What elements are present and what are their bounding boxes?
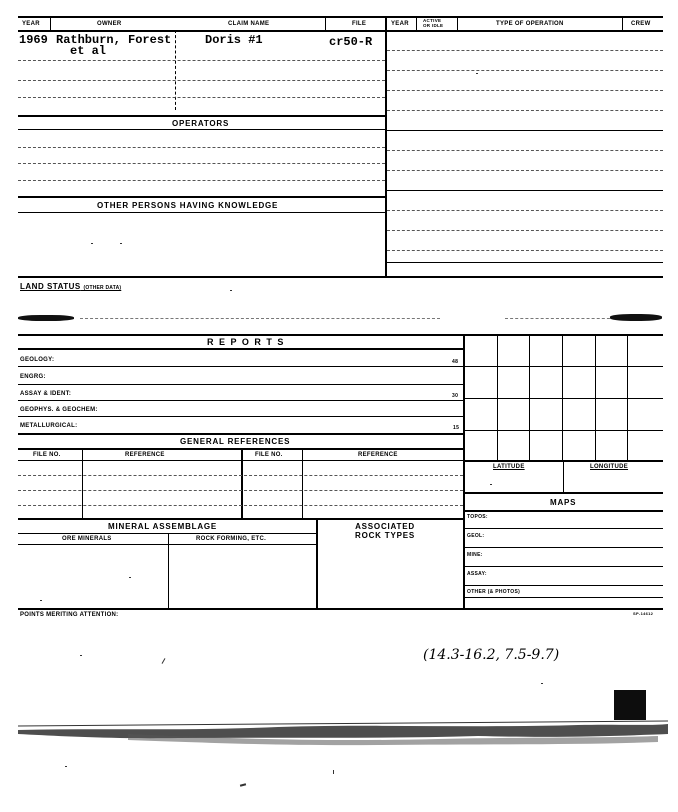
latitude-label: LATITUDE	[493, 464, 525, 470]
speck	[65, 766, 67, 767]
speck	[541, 683, 543, 684]
speck	[240, 783, 246, 786]
header-type-of-operation: TYPE OF OPERATION	[496, 21, 564, 27]
header-year: YEAR	[22, 21, 40, 27]
header-owner: OWNER	[97, 21, 122, 27]
points-meriting-attention: POINTS MERITING ATTENTION:	[20, 612, 119, 618]
report-geology-num: 48	[452, 359, 459, 365]
report-assay-num: 30	[452, 393, 459, 399]
maps-title: MAPS	[550, 498, 577, 507]
header-year-2: YEAR	[391, 21, 409, 27]
speck	[476, 73, 478, 74]
col-ore-minerals: ORE MINERALS	[62, 536, 112, 542]
col-file-no: FILE NO.	[33, 452, 61, 458]
maps-other: OTHER (& PHOTOS)	[467, 589, 521, 595]
speck	[162, 658, 166, 664]
speck	[120, 243, 122, 244]
longitude-label: LONGITUDE	[590, 464, 629, 470]
speck	[230, 290, 232, 291]
report-geophys: GEOPHYS. & GEOCHEM:	[20, 407, 98, 413]
reports-title: R E P O R T S	[207, 337, 285, 347]
ink-smudge	[18, 315, 74, 321]
speck	[80, 655, 82, 656]
report-engrg: ENGRG:	[20, 374, 46, 380]
general-references-title: GENERAL REFERENCES	[180, 437, 291, 446]
maps-geol: GEOL:	[467, 533, 485, 539]
handwritten-note: (14.3-16.2, 7.5-9.7)	[423, 647, 560, 663]
entry-owner-line2: et al	[70, 44, 107, 58]
copy-smear	[18, 712, 668, 748]
entry-claim-name: Doris #1	[205, 33, 263, 47]
ink-smudge-right	[610, 314, 662, 321]
report-assay: ASSAY & IDENT:	[20, 391, 72, 397]
report-metallurgical: METALLURGICAL:	[20, 423, 78, 429]
entry-owner: Rathburn, Forest	[56, 33, 172, 47]
col-reference-2: REFERENCE	[358, 452, 398, 458]
associated-rock-types: ASSOCIATED ROCK TYPES	[355, 522, 416, 540]
speck	[40, 600, 42, 601]
maps-topos: TOPOS:	[467, 514, 488, 520]
entry-file: cr50-R	[329, 35, 373, 49]
entry-year: 1969	[19, 33, 48, 47]
col-reference: REFERENCE	[125, 452, 165, 458]
header-file: FILE	[352, 21, 367, 27]
section-other-persons: OTHER PERSONS HAVING KNOWLEDGE	[97, 201, 279, 210]
speck	[490, 484, 492, 485]
header-crew: CREW	[631, 21, 651, 27]
col-file-no-2: FILE NO.	[255, 452, 283, 458]
land-status-label: LAND STATUS (OTHER DATA)	[20, 282, 122, 291]
maps-mine: MINE:	[467, 552, 483, 558]
speck	[91, 243, 93, 244]
header-claim-name: CLAIM NAME	[228, 21, 270, 27]
speck	[129, 577, 131, 578]
report-geology: GEOLOGY:	[20, 357, 55, 363]
speck	[333, 770, 334, 774]
report-metallurgical-num: 15	[453, 425, 460, 431]
form-number: SP-14612	[633, 611, 654, 616]
mineral-assemblage-title: MINERAL ASSEMBLAGE	[108, 522, 218, 531]
col-rock-forming: ROCK FORMING, ETC.	[196, 536, 267, 542]
header-active-idle: ACTIVE OR IDLE	[423, 18, 444, 28]
section-operators: OPERATORS	[172, 119, 230, 128]
maps-assay: ASSAY:	[467, 571, 487, 577]
